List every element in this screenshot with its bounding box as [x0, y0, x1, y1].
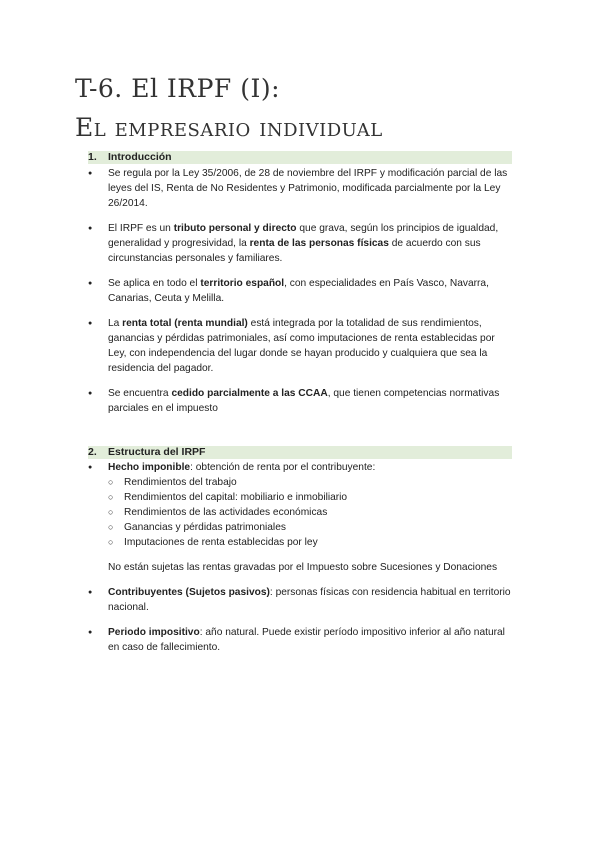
section-heading	[88, 446, 512, 459]
list-item: ● El IRPF es un tributo personal y directo que grava, según los principios de igualdad, generalidad y progresividad, la renta de las personas físicas de acuerdo con sus circunstancias personales y familiares.	[88, 221, 512, 266]
section-number: 1.	[88, 151, 97, 163]
list-item: ● Se encuentra cedido parcialmente a las CCAA, que tienen competencias normativas parciales en el impuesto	[88, 386, 512, 416]
page-subtitle: El empresario individual	[75, 113, 383, 142]
sub-list-item: ○ Rendimientos de las actividades económicas	[88, 505, 512, 520]
page-title: T-6. El IRPF (I):	[75, 74, 281, 103]
section-label: Estructura del IRPF	[108, 446, 206, 458]
section-label: Introducción	[108, 151, 172, 163]
list-item: ● Se aplica en todo el territorio español, con especialidades en País Vasco, Navarra, Canarias, Ceuta y Melilla.	[88, 276, 512, 306]
sub-list-item: ○ Rendimientos del trabajo	[88, 475, 512, 490]
list-item: ● La renta total (renta mundial) está integrada por la totalidad de sus rendimientos, ganancias y pérdidas patrimoniales, así como imputaciones de renta establecidas por Ley, con independencia del lugar donde se hayan producido y cualquiera que sea la residencia del pagador.	[88, 316, 512, 376]
note-paragraph: No están sujetas las rentas gravadas por el Impuesto sobre Sucesiones y Donaciones	[108, 562, 498, 573]
section-number: 2.	[88, 446, 97, 458]
sub-list-item: ○ Ganancias y pérdidas patrimoniales	[88, 520, 512, 535]
list-item: ● Contribuyentes (Sujetos pasivos): personas físicas con residencia habitual en territorio nacional.	[88, 585, 512, 615]
sub-list-item: ○ Imputaciones de renta establecidas por ley	[88, 535, 512, 550]
section-introduccion	[88, 151, 512, 416]
list-item: ● Hecho imponible: obtención de renta por el contribuyente:	[88, 460, 512, 475]
list-item: ● Se regula por la Ley 35/2006, de 28 de noviembre del IRPF y modificación parcial de las leyes del IS, Renta de No Residentes y Patrimonio, modificada parcialmente por la Ley 26/2014.	[88, 166, 512, 211]
list-item: ● Periodo impositivo: año natural. Puede existir período impositivo inferior al año natural en caso de fallecimiento.	[88, 625, 512, 655]
sub-list-item: ○ Rendimientos del capital: mobiliario e inmobiliario	[88, 490, 512, 505]
section-estructura	[88, 446, 512, 655]
section-heading	[88, 151, 512, 164]
